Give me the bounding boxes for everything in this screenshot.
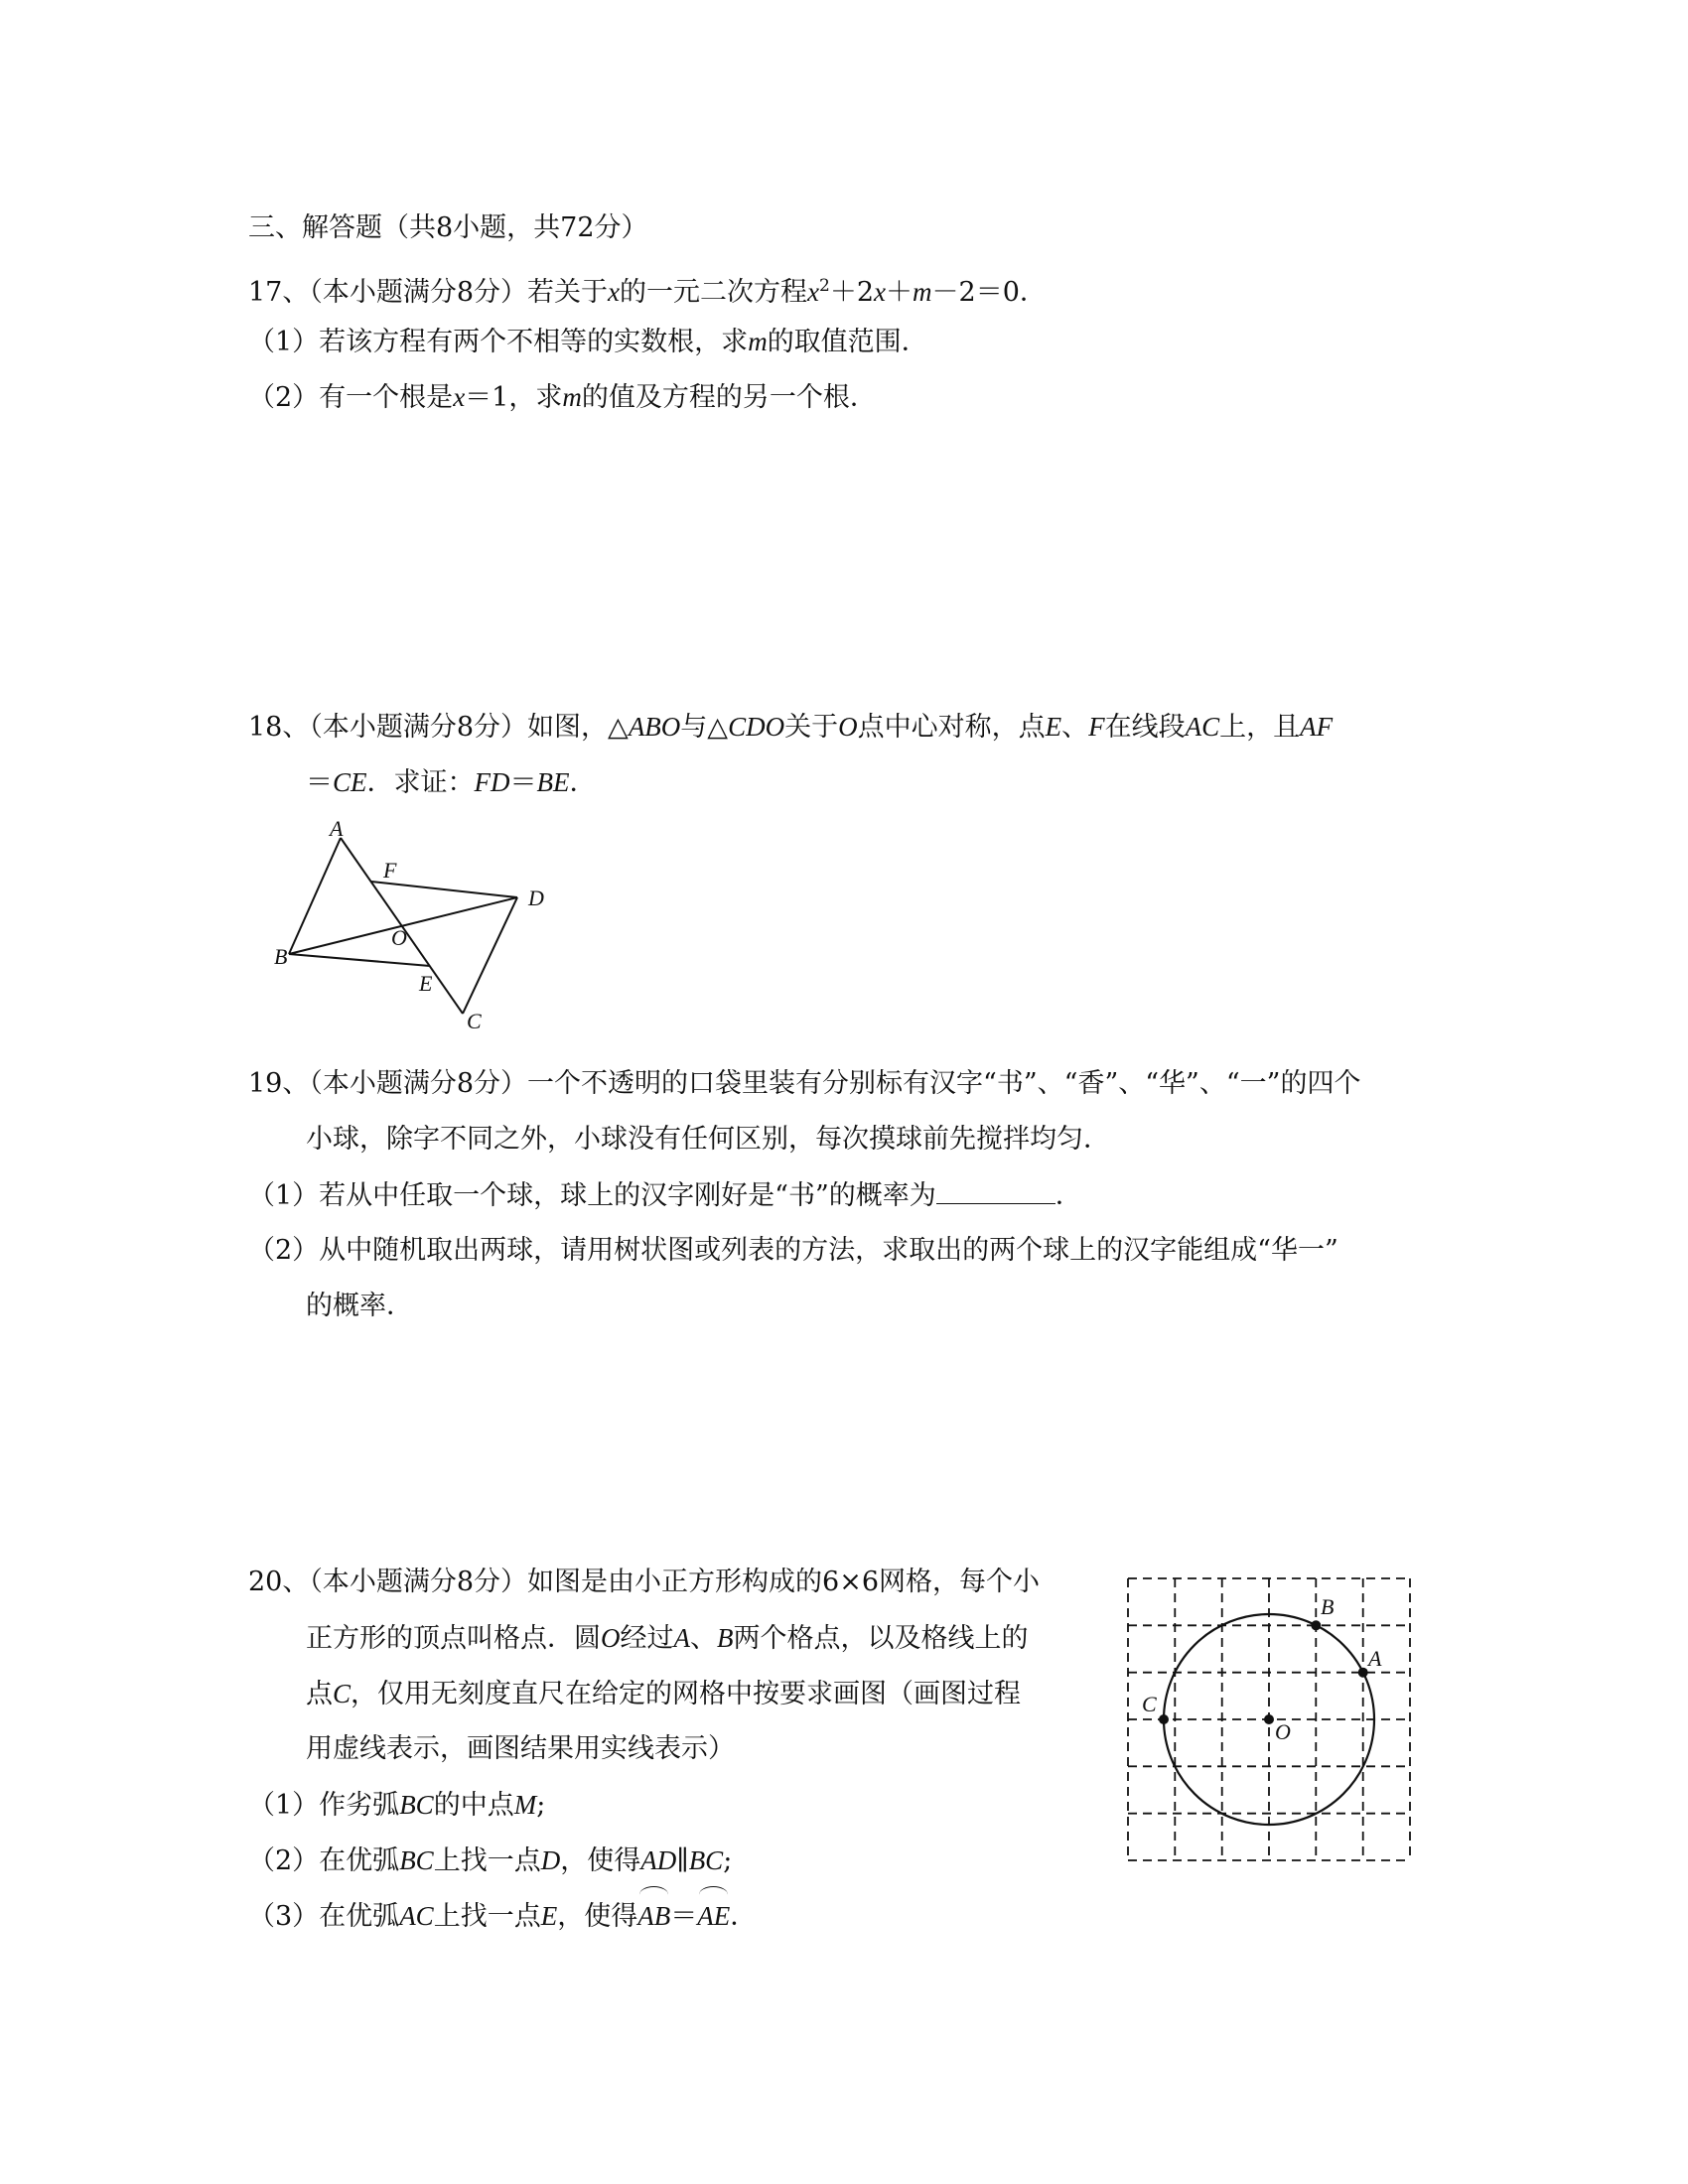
q20-l3-a: 点 <box>306 1679 333 1709</box>
q20-p1-c: ; <box>536 1790 546 1821</box>
q20-arc-ae: AE <box>697 1896 730 1936</box>
section-title: 三、解答题（共8小题，共72分） <box>248 212 648 243</box>
q17-eq-plus: ＋2 <box>829 277 875 308</box>
q20-p2-parallel: ∥ <box>676 1845 689 1876</box>
q19-p1-end: ． <box>1055 1180 1082 1211</box>
q20-label-c: C <box>1142 1692 1157 1716</box>
q17-p1-tail: 的取值范围． <box>767 327 928 357</box>
q18-label-c: C <box>467 1009 482 1033</box>
q20-p1-bc: BC <box>399 1790 434 1820</box>
q18-label-d: D <box>528 886 544 910</box>
q20-p3-eq: ＝ <box>670 1901 698 1932</box>
q20-p2-bc2: BC <box>688 1845 724 1875</box>
q18-seg-cd <box>463 897 517 1014</box>
q18-stem-line2 <box>306 762 597 803</box>
q18-af: AF <box>1300 712 1334 742</box>
q20-p1-m: M <box>513 1790 537 1820</box>
q20-label-b: B <box>1321 1594 1335 1619</box>
q18-label-e: E <box>419 971 433 996</box>
q20-grid-figure <box>1128 1578 1416 1866</box>
q20-p1-b: 的中点 <box>433 1790 514 1821</box>
q18-figure <box>268 816 566 1033</box>
q20-p2-end: ; <box>723 1845 733 1876</box>
q17-eq-x2: x <box>874 277 887 307</box>
q20-p3-b: 上找一点 <box>433 1901 541 1932</box>
q20-o: O <box>601 1623 621 1653</box>
q17-p2-tail: 的值及方程的另一个根． <box>581 382 877 413</box>
q20-label-o: O <box>1275 1719 1291 1744</box>
q18-label-a: A <box>330 816 344 841</box>
q20-part1 <box>248 1785 545 1826</box>
q18-eq: ＝ <box>509 767 537 798</box>
q17-mid: 的一元二次方程 <box>620 277 808 308</box>
q17-eq-x: x <box>807 277 820 307</box>
q18-stem-line1 <box>248 707 1333 748</box>
point-o <box>1264 1714 1274 1724</box>
q18-cdo: CDO <box>728 712 785 742</box>
q20-p1-a: （1）作劣弧 <box>248 1790 400 1821</box>
q20-stem-line3 <box>306 1674 1021 1714</box>
q18-eq-sign: ＝ <box>306 767 333 798</box>
q20-p2-b: 上找一点 <box>433 1845 541 1876</box>
q17-var-x: x <box>608 277 621 307</box>
q17-eq-plus2: ＋ <box>886 277 914 308</box>
q20-p3-e: E <box>540 1901 558 1931</box>
q17-p2-text: （2）有一个根是 <box>248 382 454 413</box>
q20-p2-d: D <box>540 1845 561 1875</box>
q18-abo: ABO <box>628 712 681 742</box>
q19-p1-text: （1）若从中任取一个球，球上的汉字刚好是“书”的概率为 <box>248 1180 936 1211</box>
q17-p2-x: x <box>453 382 466 412</box>
q18-sep: 、 <box>1061 712 1089 743</box>
q18-o: O <box>838 712 858 742</box>
q18-label-b: B <box>274 944 288 969</box>
q20-p3-end: ． <box>730 1901 758 1932</box>
q20-p2-ad: AD <box>640 1845 677 1875</box>
q20-p2-bc: BC <box>399 1845 434 1875</box>
answer-blank[interactable] <box>936 1175 1055 1204</box>
q18-end: ． <box>569 767 597 798</box>
q17-part1 <box>248 322 928 362</box>
q18-be: BE <box>536 767 570 797</box>
point-a <box>1358 1668 1368 1678</box>
q20-part2 <box>248 1841 732 1881</box>
q18-label-o: O <box>391 925 407 950</box>
q19-part2-line2: 的概率． <box>306 1291 413 1321</box>
q17-p1-text: （1）若该方程有两个不相等的实数根，求 <box>248 327 749 357</box>
q18-ce: CE <box>333 767 367 797</box>
q18-seg-fd <box>371 882 517 897</box>
q18-seg-be <box>289 954 430 966</box>
q20-b: B <box>717 1623 734 1653</box>
q20-part3 <box>248 1896 757 1937</box>
q20-l2-a: 正方形的顶点叫格点．圆 <box>306 1623 601 1654</box>
point-b <box>1311 1620 1321 1630</box>
q17-eq-m: m <box>913 277 932 307</box>
q20-c: C <box>333 1679 352 1708</box>
q18-prove: ．求证： <box>366 767 475 798</box>
q17-part2 <box>248 377 877 418</box>
point-c <box>1159 1714 1169 1724</box>
q20-p3-ac: AC <box>399 1901 434 1931</box>
q20-stem-line2 <box>306 1618 1029 1659</box>
q18-label-f: F <box>383 858 397 883</box>
q19-stem-line2: 小球，除字不同之外，小球没有任何区别，每次摸球前先搅拌均匀． <box>306 1124 1110 1155</box>
q20-a: A <box>673 1623 690 1653</box>
q20-l3-b: ，仅用无刻度直尺在给定的网格中按要求画图（画图过程 <box>351 1679 1022 1709</box>
q18-about: 关于 <box>784 712 839 743</box>
q18-seg-ab <box>289 838 341 954</box>
q18-lead: 18、（本小题满分8分）如图，△ <box>248 712 629 743</box>
q19-stem-line1: 19、（本小题满分8分）一个不透明的口袋里装有分别标有汉字“书”、“香”、“华”、“一”的四个 <box>248 1068 1361 1099</box>
q20-p3-a: （3）在优弧 <box>248 1901 400 1932</box>
q20-stem-line1: 20、（本小题满分8分）如图是由小正方形构成的6×6网格，每个小 <box>248 1567 1041 1597</box>
q18-with: 与△ <box>680 712 729 743</box>
q18-center: 点中心对称，点 <box>857 712 1046 743</box>
q17-p2-m: m <box>562 382 582 412</box>
q20-label-a: A <box>1368 1646 1382 1671</box>
q18-on: 在线段 <box>1104 712 1186 743</box>
q20-l2-b: 经过 <box>620 1623 674 1654</box>
q18-and: 上，且 <box>1219 712 1301 743</box>
q20-p2-c: ，使得 <box>560 1845 641 1876</box>
q20-stem-line4: 用虚线表示，画图结果用实线表示） <box>306 1733 735 1764</box>
q20-sep: 、 <box>690 1623 717 1654</box>
q17-eq-tail: －2＝0． <box>931 277 1047 308</box>
q20-arc-ab: AB <box>637 1896 670 1936</box>
q19-part2-line1: （2）从中随机取出两球，请用树状图或列表的方法，求取出的两个球上的汉字能组成“华一” <box>248 1235 1338 1266</box>
q18-f: F <box>1088 712 1105 742</box>
q19-part1 <box>248 1175 1082 1216</box>
q20-l2-c: 两个格点，以及格线上的 <box>733 1623 1029 1654</box>
q18-fd: FD <box>474 767 510 797</box>
q20-p3-c: ，使得 <box>557 1901 638 1932</box>
q18-e: E <box>1045 712 1062 742</box>
q17-sup2: 2 <box>819 276 830 296</box>
q20-p2-a: （2）在优弧 <box>248 1845 400 1876</box>
q17-lead: 17、（本小题满分8分）若关于 <box>248 277 609 308</box>
q17-p1-m: m <box>748 327 768 356</box>
q18-ac: AC <box>1185 712 1220 742</box>
q17-p2-mid: ＝1，求 <box>465 382 563 413</box>
q17-stem <box>248 266 1047 313</box>
